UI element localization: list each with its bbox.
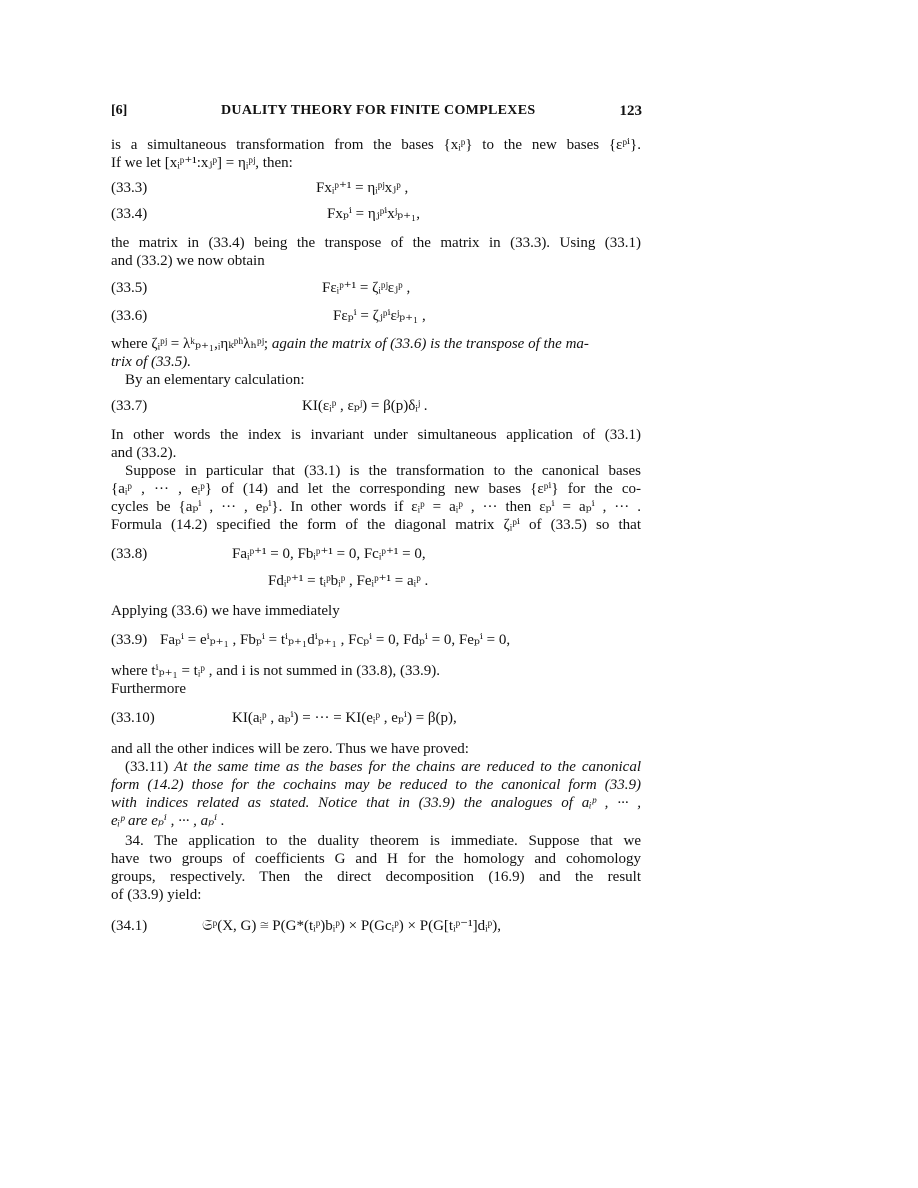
text-line: [111, 335, 641, 353]
theorem-line: [111, 758, 641, 776]
equation-number: (33.4): [111, 206, 148, 222]
equation-number: (33.9): [111, 632, 148, 648]
theorem-line: form (14.2) those for the cochains may be reduced to the canonical form (33.9): [111, 777, 641, 793]
text-span: where ζᵢᵖʲ = λᵏₚ₊₁,ᵢηₖᵖʰλₕᵖʲ;: [111, 336, 272, 352]
equation: Fεᵢᵖ⁺¹ = ζᵢᵖʲεⱼᵖ ,: [322, 280, 411, 296]
page-number: 123: [619, 103, 642, 119]
text-line: Furthermore: [111, 681, 186, 697]
text-line: and all the other indices will be zero. Thus we have proved:: [111, 741, 469, 757]
theorem-text: At the same time as the bases for the chains are reduced to the canonical: [174, 759, 641, 775]
theorem-number: (33.11): [125, 759, 175, 775]
text-span-italic: again the matrix of (33.6) is the transpose of the ma-: [271, 336, 589, 352]
equation-number: (33.5): [111, 280, 148, 296]
text-line: Applying (33.6) we have immediately: [111, 603, 340, 619]
equation: 𝔖ᵖ(X, G) ≅ P(G*(tᵢᵖ)bᵢᵖ) × P(Gcᵢᵖ) × P(G[tᵢᵖ⁻¹]dᵢᵖ),: [202, 918, 501, 934]
equation: Fxᵢᵖ⁺¹ = ηᵢᵖʲxⱼᵖ ,: [316, 180, 409, 196]
text-line: trix of (33.5).: [111, 354, 191, 370]
text-line: groups, respectively. Then the direct decomposition (16.9) and the result: [111, 869, 641, 885]
text-line: Formula (14.2) specified the form of the diagonal matrix ζᵢᵖⁱ of (33.5) so that: [111, 517, 641, 533]
running-header: [111, 102, 642, 120]
equation-number: (33.3): [111, 180, 148, 196]
theorem-line: with indices related as stated. Notice that in (33.9) the analogues of aᵢᵖ , ··· ,: [111, 795, 641, 811]
equation: Fxₚⁱ = ηⱼᵖⁱxʲₚ₊₁,: [327, 206, 421, 222]
equation-number: (33.6): [111, 308, 148, 324]
text-line: If we let [xᵢᵖ⁺¹:xⱼᵖ] = ηᵢᵖʲ, then:: [111, 155, 293, 171]
text-line: where tⁱₚ₊₁ = tᵢᵖ , and i is not summed in (33.8), (33.9).: [111, 663, 440, 679]
running-title: DUALITY THEORY FOR FINITE COMPLEXES: [221, 103, 536, 118]
text-line: {aᵢᵖ , ··· , eᵢᵖ} of (14) and let the corresponding new bases {εᵖⁱ} for the co-: [111, 481, 641, 497]
text-line: Suppose in particular that (33.1) is the transformation to the canonical bases: [125, 463, 641, 479]
equation: Faₚⁱ = eⁱₚ₊₁ , Fbₚⁱ = tⁱₚ₊₁dⁱₚ₊₁ , Fcₚⁱ = 0, Fdₚⁱ = 0, Feₚⁱ = 0,: [160, 632, 511, 648]
equation: KI(aᵢᵖ , aₚⁱ) = ··· = KI(eᵢᵖ , eₚⁱ) = β(p),: [232, 710, 457, 726]
chapter-ref: [6]: [111, 103, 128, 118]
text-line: In other words the index is invariant under simultaneous application of (33.1): [111, 427, 641, 443]
equation-number: (34.1): [111, 918, 148, 934]
theorem-line: eᵢᵖ are eₚⁱ , ··· , aₚⁱ .: [111, 813, 225, 829]
text-line: is a simultaneous transformation from the bases {xᵢᵖ} to the new bases {εᵖⁱ}.: [111, 137, 641, 153]
text-line: By an elementary calculation:: [125, 372, 305, 388]
text-line: and (33.2).: [111, 445, 177, 461]
equation: KI(εᵢᵖ , εₚʲ) = β(p)δᵢʲ .: [302, 398, 428, 414]
equation: Fεₚⁱ = ζⱼᵖⁱεʲₚ₊₁ ,: [333, 308, 426, 324]
text-line: have two groups of coefficients G and H for the homology and cohomology: [111, 851, 641, 867]
text-line: cycles be {aₚⁱ , ··· , eₚⁱ}. In other words if εᵢᵖ = aᵢᵖ , ··· then εₚⁱ = aₚⁱ , ··· .: [111, 499, 641, 515]
equation: Fdᵢᵖ⁺¹ = tᵢᵖbᵢᵖ , Feᵢᵖ⁺¹ = aᵢᵖ .: [268, 573, 429, 589]
text-line: and (33.2) we now obtain: [111, 253, 265, 269]
equation-number: (33.8): [111, 546, 148, 562]
text-line: 34. The application to the duality theorem is immediate. Suppose that we: [125, 833, 641, 849]
equation-number: (33.10): [111, 710, 155, 726]
equation-number: (33.7): [111, 398, 148, 414]
equation: Faᵢᵖ⁺¹ = 0, Fbᵢᵖ⁺¹ = 0, Fcᵢᵖ⁺¹ = 0,: [232, 546, 426, 562]
text-line: of (33.9) yield:: [111, 887, 202, 903]
text-line: the matrix in (33.4) being the transpose of the matrix in (33.3). Using (33.1): [111, 235, 641, 251]
